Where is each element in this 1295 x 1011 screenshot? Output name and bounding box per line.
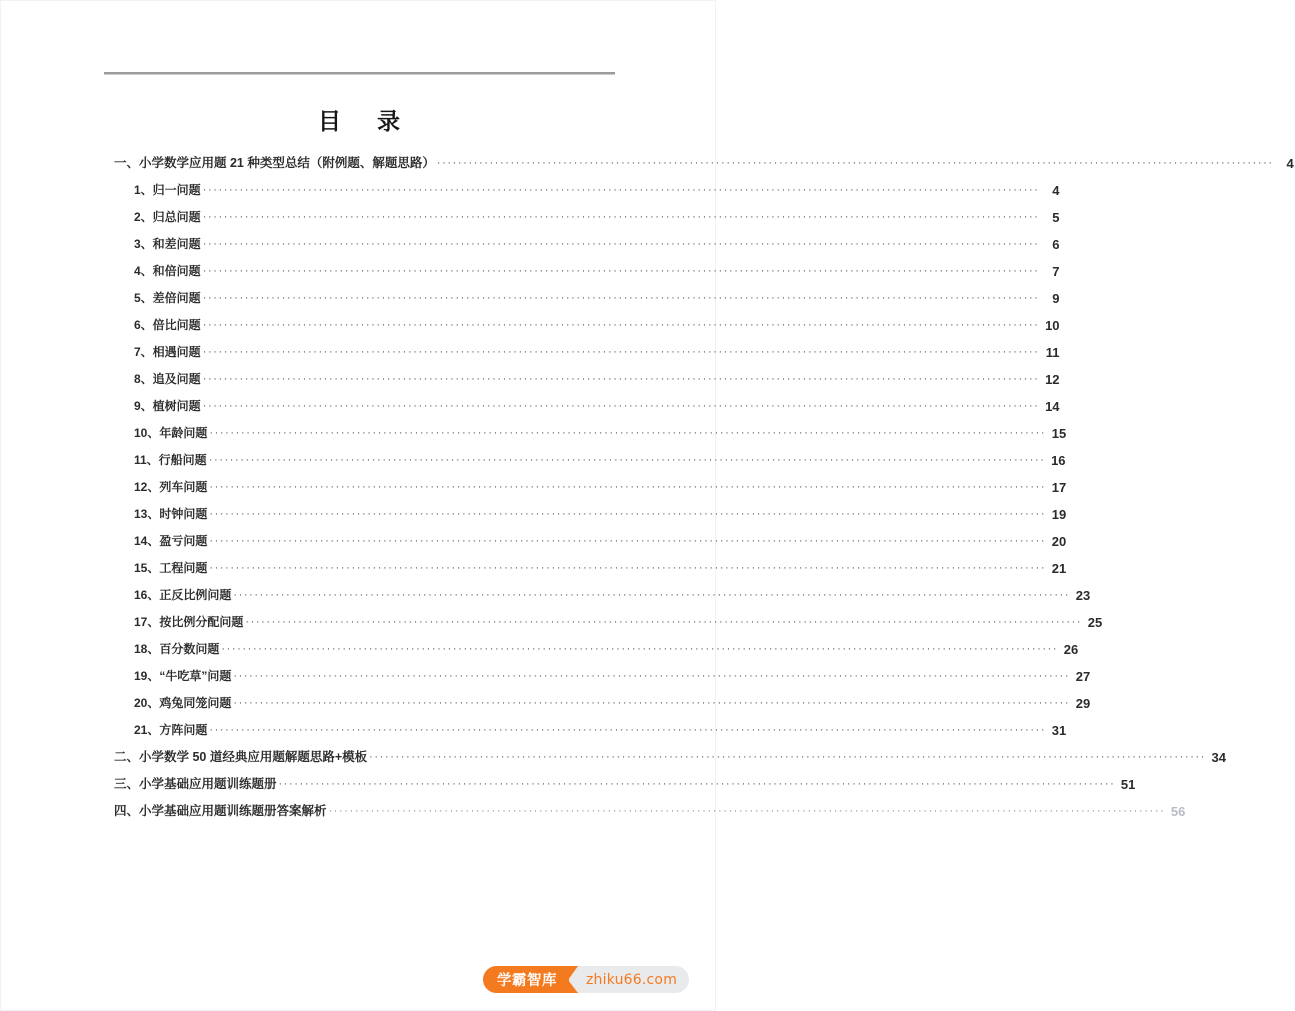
toc-entry[interactable] [104,743,1226,770]
toc-entry-page-number: 19 [1051,507,1067,522]
toc-entry-page-number: 27 [1075,669,1091,684]
table-of-contents [104,149,1294,824]
toc-leader-dots: ······························································································································································· [202,184,1040,196]
toc-leader-dots: ······························································································································································· [209,562,1047,574]
toc-entry-label: 18、百分数问题 [134,642,220,656]
toc-leader-dots: ······························································································································································· [233,589,1071,601]
toc-entry-label: 7、相遇问题 [134,345,201,359]
toc-entry-page-number: 7 [1052,264,1060,279]
toc-entry-page-number: 9 [1052,291,1060,306]
toc-entry-label: 1、归一问题 [134,183,201,197]
toc-entry[interactable] [104,473,1067,500]
toc-entry-label: 5、差倍问题 [134,291,201,305]
toc-entry-label: 15、工程问题 [134,561,208,575]
toc-entry[interactable] [104,581,1091,608]
toc-entry-page-number: 16 [1051,453,1066,468]
toc-leader-dots: ······························································································································································· [278,778,1116,790]
toc-entry[interactable] [104,797,1186,824]
toc-entry-label: 三、小学基础应用题训练题册 [114,777,277,791]
toc-entry-label: 4、和倍问题 [134,264,201,278]
toc-entry-page-number: 21 [1051,561,1067,576]
toc-entry-label: 16、正反比例问题 [134,588,232,602]
toc-entry-page-number: 5 [1052,210,1060,225]
toc-entry-label: 12、列车问题 [134,480,208,494]
toc-leader-dots: ······························································································································································· [436,157,1274,169]
toc-leader-dots: ······························································································································································· [369,751,1206,763]
toc-entry-page-number: 34 [1211,750,1226,765]
toc-entry-page-number: 12 [1045,372,1060,387]
toc-entry[interactable] [104,284,1060,311]
toc-entry-label: 四、小学基础应用题训练题册答案解析 [114,804,327,818]
toc-entry-page-number: 14 [1045,399,1060,414]
toc-entry[interactable] [104,608,1103,635]
toc-entry-label: 10、年龄问题 [134,426,208,440]
toc-leader-dots: ······························································································································································· [221,643,1059,655]
toc-leader-dots: ······························································································································································· [209,508,1047,520]
toc-entry-label: 20、鸡兔同笼问题 [134,696,232,710]
toc-entry[interactable] [104,689,1091,716]
toc-leader-dots: ······························································································································································· [208,454,1046,466]
toc-leader-dots: ······························································································································································· [209,481,1047,493]
toc-entry[interactable] [104,446,1066,473]
toc-entry-label: 8、追及问题 [134,372,201,386]
toc-leader-dots: ······························································································································································· [202,346,1040,358]
toc-entry[interactable] [104,176,1060,203]
toc-leader-dots: ······························································································································································· [202,265,1040,277]
toc-entry-label: 14、盈亏问题 [134,534,208,548]
toc-entry-label: 6、倍比问题 [134,318,201,332]
toc-entry-label: 3、和差问题 [134,237,201,251]
toc-entry[interactable] [104,311,1060,338]
toc-leader-dots: ······························································································································································· [209,535,1047,547]
toc-leader-dots: ······························································································································································· [328,805,1166,817]
toc-entry-page-number: 15 [1051,426,1067,441]
toc-entry-page-number: 17 [1051,480,1067,495]
toc-entry-page-number: 4 [1052,183,1060,198]
toc-entry[interactable] [104,716,1067,743]
toc-leader-dots: ······························································································································································· [202,238,1040,250]
toc-leader-dots: ······························································································································································· [202,292,1040,304]
toc-entry[interactable] [104,527,1067,554]
toc-entry-page-number: 56 [1170,804,1186,819]
watermark-badge [483,966,689,993]
toc-leader-dots: ······························································································································································· [209,724,1047,736]
toc-entry-page-number: 31 [1051,723,1067,738]
toc-entry[interactable] [104,662,1091,689]
toc-entry[interactable] [104,554,1067,581]
toc-entry[interactable] [104,257,1060,284]
toc-entry-label: 21、方阵问题 [134,723,208,737]
toc-entry[interactable] [104,635,1079,662]
toc-entry[interactable] [104,149,1294,176]
toc-entry-label: 2、归总问题 [134,210,201,224]
toc-entry-label: 9、植树问题 [134,399,201,413]
toc-entry-page-number: 4 [1286,156,1294,171]
toc-entry-page-number: 10 [1045,318,1060,333]
toc-entry-page-number: 20 [1051,534,1067,549]
toc-entry-label: 17、按比例分配问题 [134,615,244,629]
header-rule [104,72,615,75]
page-title: 目 录 [317,108,414,135]
toc-leader-dots: ······························································································································································· [202,319,1040,331]
toc-entry[interactable] [104,392,1060,419]
toc-entry-page-number: 25 [1087,615,1103,630]
watermark-url-label: zhiku66.com [586,971,678,988]
toc-leader-dots: ······························································································································································· [233,697,1071,709]
toc-leader-dots: ······························································································································································· [202,400,1040,412]
toc-entry-label: 19、“牛吃草”问题 [134,669,232,683]
toc-entry[interactable] [104,230,1060,257]
toc-entry-label: 13、时钟问题 [134,507,208,521]
toc-entry-page-number: 51 [1120,777,1136,792]
toc-entry-page-number: 26 [1063,642,1079,657]
toc-entry-label: 二、小学数学 50 道经典应用题解题思路+模板 [114,750,368,764]
toc-entry-page-number: 29 [1075,696,1091,711]
toc-leader-dots: ······························································································································································· [245,616,1083,628]
toc-entry-page-number: 11 [1045,345,1060,360]
toc-leader-dots: ······························································································································································· [233,670,1071,682]
toc-entry-label: 一、小学数学应用题 21 种类型总结（附例题、解题思路） [114,156,435,170]
toc-entry[interactable] [104,365,1060,392]
toc-entry[interactable] [104,770,1136,797]
toc-entry-page-number: 6 [1052,237,1060,252]
toc-entry-label: 11、行船问题 [134,453,207,467]
toc-leader-dots: ······························································································································································· [202,373,1040,385]
toc-leader-dots: ······························································································································································· [202,211,1040,223]
toc-entry-page-number: 23 [1075,588,1091,603]
watermark-brand-label: 学霸智库 [483,966,569,993]
toc-entry[interactable] [104,500,1067,527]
toc-entry[interactable] [104,338,1060,365]
toc-entry[interactable] [104,203,1060,230]
toc-entry[interactable] [104,419,1067,446]
toc-leader-dots: ······························································································································································· [209,427,1047,439]
